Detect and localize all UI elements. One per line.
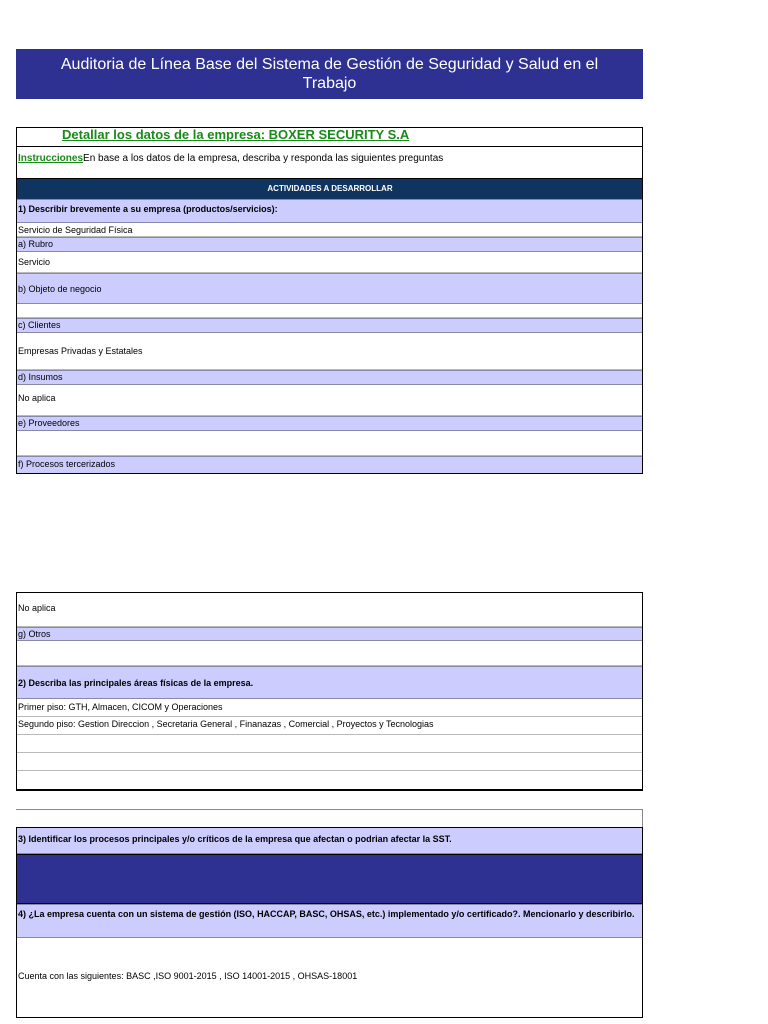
section2-empty-row-2[interactable] xyxy=(17,753,642,771)
document-title xyxy=(16,49,643,99)
item-objeto-label: b) Objeto de negocio xyxy=(17,273,642,304)
item-rubro-label: a) Rubro xyxy=(17,237,642,252)
section2-answer-2[interactable]: Segundo piso: Gestion Direccion , Secretaria General , Finanazas , Comercial , Proyectos y Tecnologias xyxy=(17,717,642,735)
company-data-sheet-continued xyxy=(16,592,643,791)
section2-question: 2) Describa las principales áreas físicas de la empresa. xyxy=(17,666,642,699)
instructions-text: En base a los datos de la empresa, describa y responda las siguientes preguntas xyxy=(83,153,444,164)
item-proveedores-label: e) Proveedores xyxy=(17,416,642,431)
section3-answer-band[interactable] xyxy=(17,854,642,904)
item-otros-label: g) Otros xyxy=(17,627,642,641)
section3-question: 3) Identificar los procesos principales y/o críticos de la empresa que afectan o podrian afectar la SST. xyxy=(17,828,642,854)
company-data-sheet xyxy=(16,127,643,474)
section2-empty-row-1[interactable] xyxy=(17,735,642,753)
item-rubro-answer[interactable]: Servicio xyxy=(17,252,642,273)
section4-answer[interactable]: Cuenta con las siguientes: BASC ,ISO 9001-2015 , ISO 14001-2015 , OHSAS-18001 xyxy=(17,938,642,1017)
processes-sheet xyxy=(16,827,643,1018)
section1-answer[interactable]: Servicio de Seguridad Física xyxy=(17,223,642,237)
title-line-2: Trabajo xyxy=(302,75,357,92)
instructions-label: Instrucciones xyxy=(18,153,84,164)
sheet-separator xyxy=(16,809,643,827)
item-proveedores-answer[interactable] xyxy=(17,431,642,456)
activities-header: ACTIVIDADES A DESARROLLAR xyxy=(17,179,642,199)
item-objeto-answer[interactable] xyxy=(17,304,642,318)
company-row xyxy=(17,128,642,147)
item-insumos-answer[interactable]: No aplica xyxy=(17,385,642,416)
section4-question: 4) ¿La empresa cuenta con un sistema de gestión (ISO, HACCAP, BASC, OHSAS, etc.) implementado y/o certificado?. Mencionarlo y describirlo. xyxy=(17,904,642,938)
item-clientes-label: c) Clientes xyxy=(17,318,642,333)
item-clientes-answer[interactable]: Empresas Privadas y Estatales xyxy=(17,333,642,370)
item-procesos-label: f) Procesos tercerizados xyxy=(17,456,642,473)
item-otros-answer[interactable] xyxy=(17,641,642,666)
title-line-1: Auditoria de Línea Base del Sistema de Gestión de Seguridad y Salud en el xyxy=(60,56,599,73)
instructions-row xyxy=(17,147,642,179)
company-heading: Detallar los datos de la empresa: BOXER SECURITY S.A xyxy=(62,128,410,142)
section2-empty-row-3[interactable] xyxy=(17,771,642,789)
item-procesos-answer[interactable]: No aplica xyxy=(17,593,642,627)
section2-answer-1[interactable]: Primer piso: GTH, Almacen, CICOM y Operaciones xyxy=(17,699,642,717)
item-insumos-label: d) Insumos xyxy=(17,370,642,385)
section1-question: 1) Describir brevemente a su empresa (productos/servicios): xyxy=(17,199,642,223)
